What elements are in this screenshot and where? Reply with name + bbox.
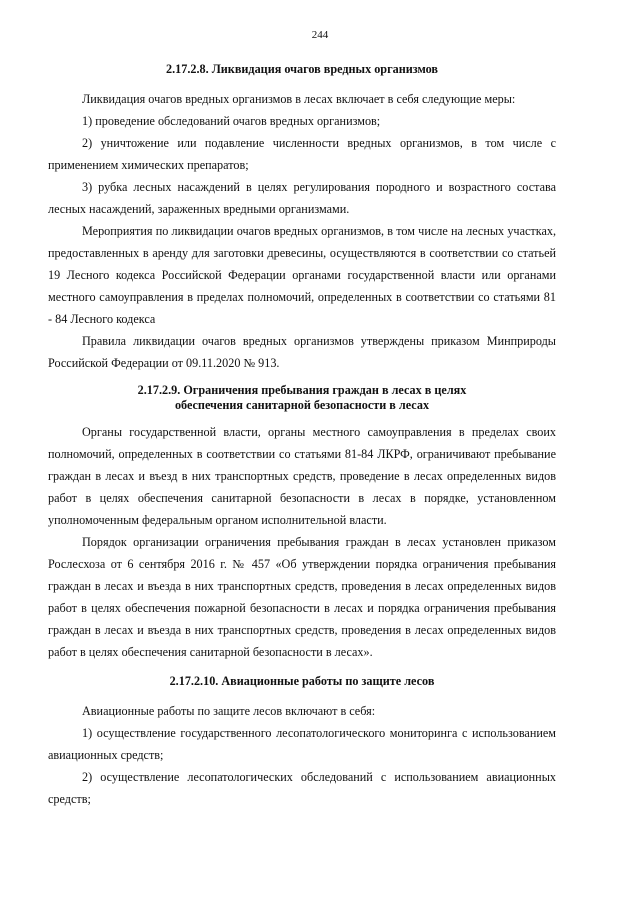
- list-item: 2) уничтожение или подавление численности вредных организмов, в том числе с применением химических препаратов;: [48, 136, 556, 172]
- page-number: 244: [311, 29, 329, 41]
- section-2-17-2-10: [48, 674, 556, 810]
- list-item: 1) осуществление государственного лесопатологического мониторинга с использованием авиационных средств;: [48, 726, 556, 762]
- paragraph: Порядок организации ограничения пребывания граждан в лесах установлен приказом Рослесхоза от 6 сентября 2016 г. № 457 «Об утверждении порядка ограничения пребывания граждан в лесах и въезда в них транспортных средств, проведения в лесах определенных видов работ в целях обеспечения пожарной безопасности в лесах и порядка ограничения пребывания граждан в лесах и въезда в них транспортных средств, проведения в лесах определенных видов работ в целях обеспечения санитарной безопасности в лесах».: [48, 535, 556, 659]
- section-2-17-2-9: [48, 383, 556, 663]
- section-heading: [48, 383, 556, 413]
- list-item: 1) проведение обследований очагов вредных организмов;: [82, 114, 381, 128]
- paragraph: Авиационные работы по защите лесов включают в себя:: [82, 704, 376, 718]
- paragraph: Мероприятия по ликвидации очагов вредных организмов, в том числе на лесных участках, предоставленных в аренду для заготовки древесины, осуществляются в соответствии со статьей 19 Лесного кодекса Российской Федерации органами государственной власти или органами местного самоуправления в пределах полномочий, определенных в соответствии со статьями 81 - 84 Лесного кодекса: [48, 224, 556, 326]
- page-content: [48, 62, 556, 810]
- section-heading-line: обеспечения санитарной безопасности в лесах: [174, 398, 430, 412]
- section-2-17-2-8: [48, 62, 556, 374]
- paragraph: Ликвидация очагов вредных организмов в лесах включает в себя следующие меры:: [82, 92, 516, 106]
- paragraph: Правила ликвидации очагов вредных организмов утверждены приказом Минприроды Российской Федерации от 09.11.2020 № 913.: [48, 334, 556, 370]
- section-heading-line: 2.17.2.9. Ограничения пребывания граждан в лесах в целях: [137, 383, 467, 397]
- list-item: 3) рубка лесных насаждений в целях регулирования породного и возрастного состава лесных насаждений, зараженных вредными организмами.: [48, 180, 556, 216]
- section-heading: 2.17.2.8. Ликвидация очагов вредных организмов: [165, 62, 438, 76]
- section-heading: 2.17.2.10. Авиационные работы по защите лесов: [169, 674, 435, 688]
- paragraph: Органы государственной власти, органы местного самоуправления в пределах своих полномочий, определенных в соответствии со статьями 81-84 ЛКРФ, ограничивают пребывание граждан в лесах и въезд в них транспортных средств, проведение в лесах определенных видов работ в целях обеспечения санитарной безопасности в лесах в порядке, установленном уполномоченным федеральным органом исполнительной власти.: [48, 425, 556, 527]
- list-item: 2) осуществление лесопатологических обследований с использованием авиационных средств;: [48, 770, 556, 806]
